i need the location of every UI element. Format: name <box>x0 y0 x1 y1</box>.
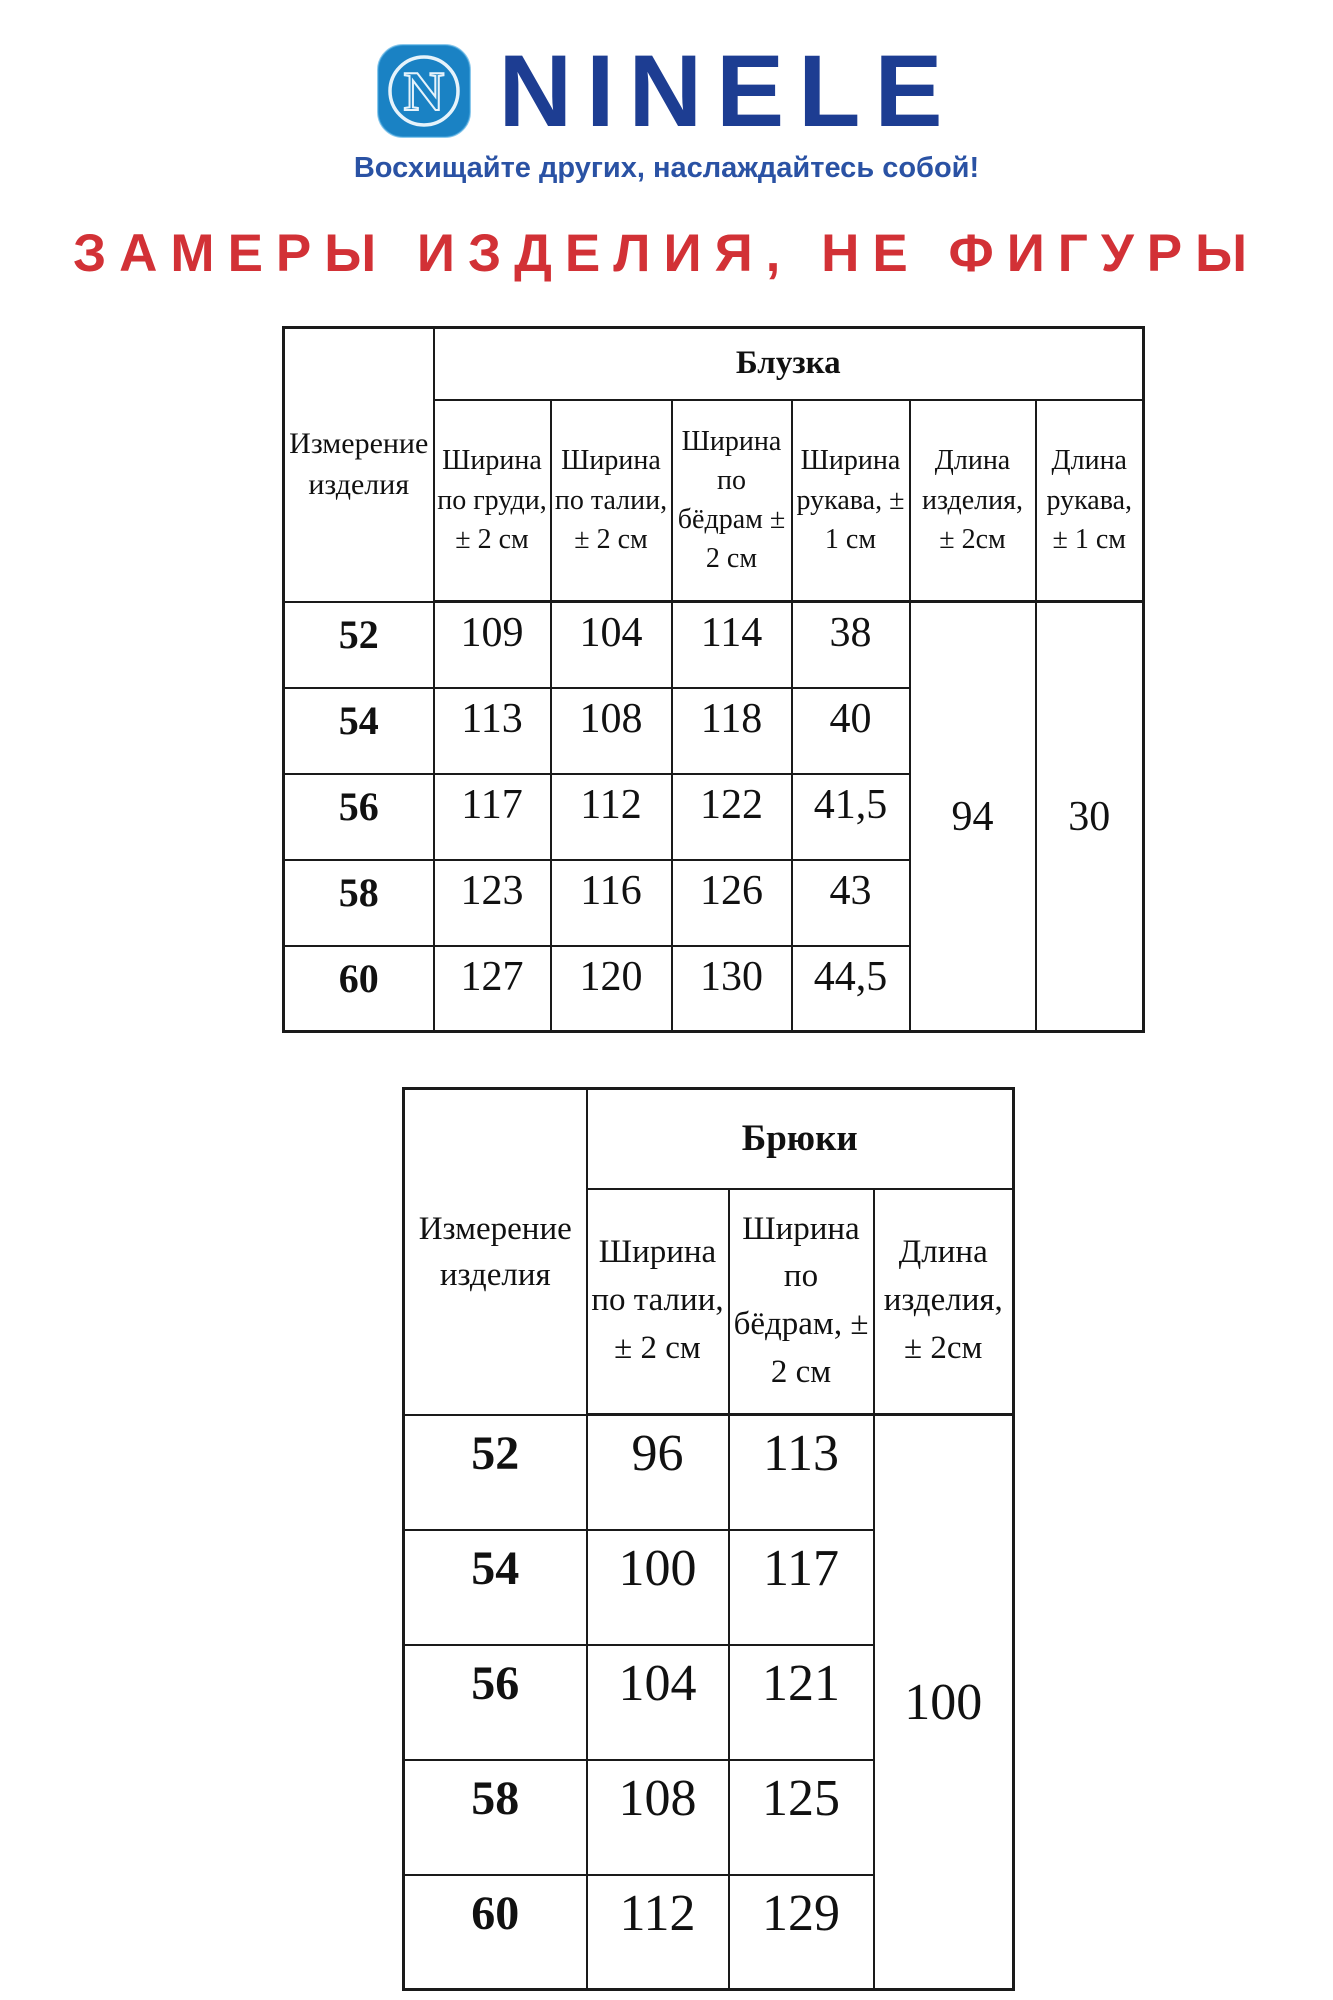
column-header: Длина рукава, ± 1 см <box>1036 400 1144 602</box>
value-cell: 120 <box>551 946 672 1032</box>
corner-header: Измерение изделия <box>284 328 434 602</box>
size-cell: 60 <box>284 946 434 1032</box>
group-header-trousers: Брюки <box>587 1089 1014 1189</box>
page-title: ЗАМЕРЫ ИЗДЕЛИЯ, НЕ ФИГУРЫ <box>72 224 1261 283</box>
group-header-blouse: Блузка <box>434 328 1144 400</box>
value-cell: 108 <box>551 688 672 774</box>
value-cell: 123 <box>434 860 551 946</box>
column-header: Ширина по груди, ± 2 см <box>434 400 551 602</box>
merged-value-cell: 100 <box>874 1415 1014 1990</box>
table-row <box>284 602 1144 688</box>
value-cell: 116 <box>551 860 672 946</box>
value-cell: 127 <box>434 946 551 1032</box>
value-cell: 43 <box>792 860 910 946</box>
value-cell: 44,5 <box>792 946 910 1032</box>
column-header: Ширина рукава, ± 1 см <box>792 400 910 602</box>
value-cell: 41,5 <box>792 774 910 860</box>
trousers-size-table <box>402 1087 1015 1991</box>
svg-text:N: N <box>404 61 445 123</box>
value-cell: 40 <box>792 688 910 774</box>
value-cell: 118 <box>672 688 792 774</box>
table-row <box>404 1415 1014 1530</box>
size-cell: 56 <box>284 774 434 860</box>
column-header: Длина изделия, ± 2см <box>910 400 1036 602</box>
column-header: Ширина по талии, ± 2 см <box>551 400 672 602</box>
table-row <box>284 328 1144 400</box>
n-logo-icon <box>376 43 472 139</box>
value-cell: 96 <box>587 1415 729 1530</box>
value-cell: 121 <box>729 1645 874 1760</box>
size-cell: 52 <box>284 602 434 688</box>
merged-value-cell: 30 <box>1036 602 1144 1032</box>
blouse-size-table <box>282 326 1145 1033</box>
column-header: Ширина по бёдрам, ± 2 см <box>729 1189 874 1415</box>
merged-value-cell: 94 <box>910 602 1036 1032</box>
brand-header <box>0 0 1333 185</box>
value-cell: 130 <box>672 946 792 1032</box>
value-cell: 112 <box>551 774 672 860</box>
value-cell: 100 <box>587 1530 729 1645</box>
size-cell: 52 <box>404 1415 587 1530</box>
value-cell: 113 <box>434 688 551 774</box>
size-cell: 54 <box>404 1530 587 1645</box>
brand-tagline: Восхищайте других, наслаждайтесь собой! <box>353 152 980 184</box>
size-cell: 58 <box>404 1760 587 1875</box>
value-cell: 38 <box>792 602 910 688</box>
size-cell: 58 <box>284 860 434 946</box>
value-cell: 114 <box>672 602 792 688</box>
value-cell: 126 <box>672 860 792 946</box>
size-cell: 56 <box>404 1645 587 1760</box>
value-cell: 117 <box>434 774 551 860</box>
column-header: Длина изделия, ± 2см <box>874 1189 1014 1415</box>
brand-name: NINELE <box>498 34 957 148</box>
value-cell: 122 <box>672 774 792 860</box>
value-cell: 108 <box>587 1760 729 1875</box>
column-header: Ширина по талии, ± 2 см <box>587 1189 729 1415</box>
value-cell: 113 <box>729 1415 874 1530</box>
corner-header: Измерение изделия <box>404 1089 587 1415</box>
column-header: Ширина по бёдрам ± 2 см <box>672 400 792 602</box>
value-cell: 129 <box>729 1875 874 1990</box>
brand-logo <box>0 0 1333 148</box>
table-row <box>404 1089 1014 1189</box>
value-cell: 125 <box>729 1760 874 1875</box>
value-cell: 112 <box>587 1875 729 1990</box>
size-cell: 54 <box>284 688 434 774</box>
size-cell: 60 <box>404 1875 587 1990</box>
value-cell: 104 <box>551 602 672 688</box>
value-cell: 104 <box>587 1645 729 1760</box>
value-cell: 117 <box>729 1530 874 1645</box>
value-cell: 109 <box>434 602 551 688</box>
